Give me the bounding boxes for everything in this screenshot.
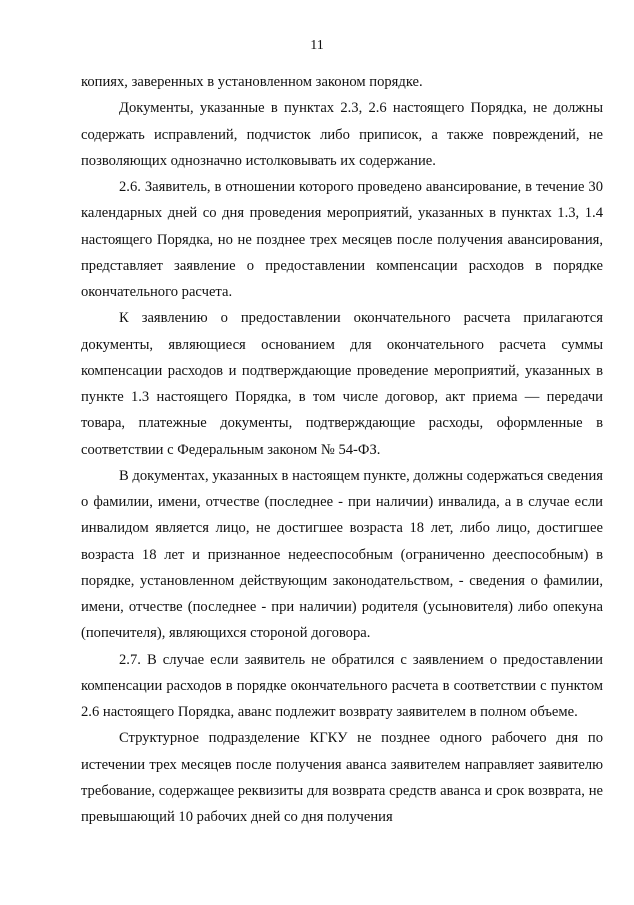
paragraph-attachments: К заявлению о предоставлении окончательного расчета прилагаются документы, являющиеся основанием для окончательного расчета суммы компенсации расходов и подтверждающие проведение мероприятий, указанных в пункте 1.3 настоящего Порядка, в том числе договор, акт приема — передачи товара, платежные документы, подтверждающие расходы, оформленные в соответствии с Федеральным законом № 54-ФЗ. (81, 310, 603, 458)
paragraph-document-details: В документах, указанных в настоящем пункте, должны содержаться сведения о фамилии, имени, отчестве (последнее - при наличии) инвалида, а в случае если инвалидом является лицо, не достигшее возраста 18 лет, либо лицо, достигшее возраста 18 лет и признанное недееспособным (ограниченно дееспособным) в порядке, установленном действующим законодательством, - сведения о фамилии, имени, отчестве (последнее - при наличии) родителя (усыновителя) либо опекуна (попечителя), являющихся стороной договора. (81, 467, 603, 642)
document-body (81, 69, 603, 830)
paragraph-2-6: 2.6. Заявитель, в отношении которого проведено авансирование, в течение 30 календарных дней со дня проведения мероприятий, указанных в пунктах 1.3, 1.4 настоящего Порядка, но не позднее трех месяцев после получения авансирования, представляет заявление о предоставлении компенсации расходов в порядке окончательного расчета. (81, 179, 603, 300)
paragraph-documents-requirements: Документы, указанные в пунктах 2.3, 2.6 настоящего Порядка, не должны содержать исправлений, подчисток либо приписок, а также повреждений, не позволяющих однозначно истолковывать их содержание. (81, 100, 603, 169)
paragraph-2-7: 2.7. В случае если заявитель не обратился с заявлением о предоставлении компенсации расходов в порядке окончательного расчета в соответствии с пунктом 2.6 настоящего Порядка, аванс подлежит возврату заявителем в полном объеме. (81, 651, 603, 720)
paragraph-kgku-requirement: Структурное подразделение КГКУ не позднее одного рабочего дня по истечении трех месяцев после получения аванса заявителем направляет заявителю требование, содержащее реквизиты для возврата средств аванса и срок возврата, не превышающий 10 рабочих дней со дня получения (81, 730, 603, 825)
page-number: 11 (310, 38, 324, 53)
paragraph-continuation: копиях, заверенных в установленном законом порядке. (81, 74, 423, 90)
